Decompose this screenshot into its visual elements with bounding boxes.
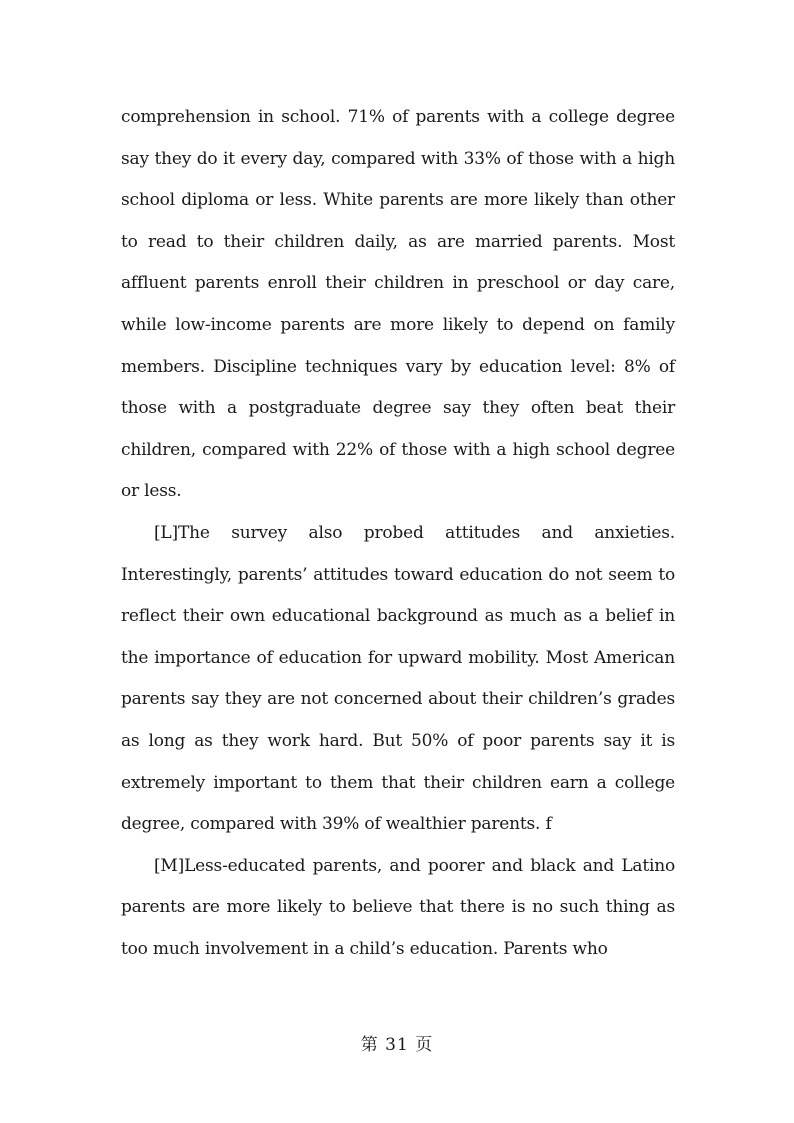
body-text [121, 97, 675, 970]
paragraph-l: [L]The survey also probed attitudes and anxieties. Interestingly, parents’ attitudes toward education do not seem to reflect their own educational background as much as a belief in the importance of education for upward mobility. Most American parents say they are not concerned about their children’s grades as long as they work hard. But 50% of poor parents say it is extremely important to them that their children earn a college degree, compared with 39% of wealthier parents. f [121, 522, 675, 835]
paragraph-m: [M]Less-educated parents, and poorer and black and Latino parents are more likely to believe that there is no such thing as too much involvement in a child’s education. Parents who [121, 855, 675, 959]
paragraph-continued: comprehension in school. 71% of parents with a college degree say they do it every day, compared with 33% of those with a high school diploma or less. White parents are more likely than other to read to their children daily, as are married parents. Most affluent parents enroll their children in preschool or day care, while low-income parents are more likely to depend on family members. Discipline techniques vary by education level: 8% of those with a postgraduate degree say they often beat their children, compared with 22% of those with a high school degree or less. [121, 107, 675, 502]
page-number: 第 31 页 [360, 1035, 434, 1055]
